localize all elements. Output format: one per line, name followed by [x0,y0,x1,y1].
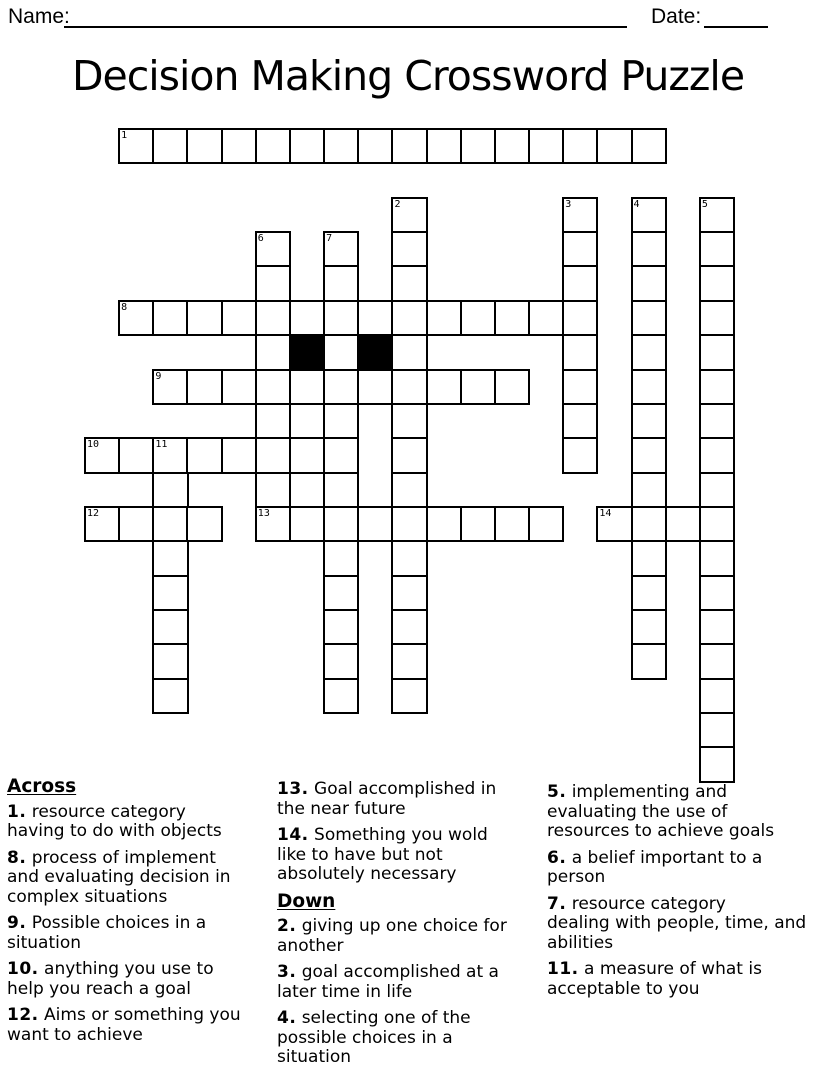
grid-cell[interactable] [152,437,188,473]
grid-cell[interactable] [357,128,393,164]
grid-cell[interactable] [562,300,598,336]
grid-cell[interactable] [323,265,359,301]
clue-column-across [7,777,267,1052]
grid-cell[interactable] [186,128,222,164]
grid-cell[interactable] [391,643,427,679]
grid-cell[interactable] [631,575,667,611]
grid-cell[interactable] [460,506,496,542]
grid-cell[interactable] [323,678,359,714]
clue-number: 6. [547,847,567,868]
grid-cell[interactable] [699,609,735,645]
grid-cell[interactable] [391,403,427,439]
grid-cell[interactable] [118,506,154,542]
grid-cell[interactable] [528,128,564,164]
grid-cell[interactable] [391,437,427,473]
cell-number: 7 [326,233,333,245]
cell-number: 9 [155,370,162,382]
clue-number: 12. [7,1005,39,1025]
clue-number: 13. [277,779,309,799]
grid-cell[interactable] [391,300,427,336]
grid-cell[interactable] [152,472,188,508]
grid-cell[interactable] [494,369,530,405]
grid-cell[interactable] [631,437,667,473]
grid-cell[interactable] [631,197,667,233]
grid-cell[interactable] [699,472,735,508]
clue-number: 4. [277,1008,297,1028]
grid-cell[interactable] [528,300,564,336]
grid-cell[interactable] [391,575,427,611]
grid-cell[interactable] [152,506,188,542]
grid-cell[interactable] [699,369,735,405]
grid-cell[interactable] [596,128,632,164]
grid-cell[interactable] [699,265,735,301]
grid-cell[interactable] [665,506,701,542]
grid-cell[interactable] [323,643,359,679]
clue-number: 2. [277,916,297,936]
clue-number: 11. [547,959,579,979]
grid-cell[interactable] [255,334,291,370]
grid-cell[interactable] [631,540,667,576]
clue-11: 11. a measure of what is acceptable to you [547,959,762,999]
grid-cell[interactable] [357,369,393,405]
grid-cell[interactable] [221,300,257,336]
clue-1: 1. resource category having to do with objects [7,801,222,841]
grid-cell[interactable] [255,437,291,473]
grid-cell[interactable] [631,300,667,336]
grid-cell[interactable] [255,369,291,405]
cell-number: 8 [121,301,128,313]
grid-cell[interactable] [699,712,735,748]
grid-cell[interactable] [357,300,393,336]
grid-cell[interactable] [323,506,359,542]
grid-cell[interactable] [699,540,735,576]
grid-cell[interactable] [323,540,359,576]
grid-cell[interactable] [255,472,291,508]
grid-cell[interactable] [460,300,496,336]
grid-cell[interactable] [391,265,427,301]
grid-cell[interactable] [562,369,598,405]
grid-cell[interactable] [631,231,667,267]
grid-cell[interactable] [631,334,667,370]
black-cell [357,334,393,370]
grid-cell[interactable] [118,437,154,473]
grid-cell[interactable] [289,437,325,473]
grid-cell[interactable] [494,506,530,542]
clue-10: 10. anything you use to help you reach a goal [7,959,214,999]
grid-cell[interactable] [221,128,257,164]
grid-cell[interactable] [391,334,427,370]
grid-cell[interactable] [186,369,222,405]
grid-cell[interactable] [186,506,222,542]
grid-cell[interactable] [494,128,530,164]
grid-cell[interactable] [323,369,359,405]
grid-cell[interactable] [562,437,598,473]
grid-cell[interactable] [391,231,427,267]
grid-cell[interactable] [699,643,735,679]
cell-number: 5 [701,198,708,210]
grid-cell[interactable] [562,128,598,164]
grid-cell[interactable] [289,369,325,405]
grid-cell[interactable] [699,300,735,336]
grid-cell[interactable] [631,369,667,405]
grid-cell[interactable] [426,369,462,405]
grid-cell[interactable] [255,300,291,336]
date-blank-line [704,26,768,28]
grid-cell[interactable] [323,128,359,164]
clue-number: 14. [277,825,309,845]
grid-cell[interactable] [152,678,188,714]
clue-number: 5. [547,782,567,802]
cell-number: 11 [155,439,168,451]
grid-cell[interactable] [460,369,496,405]
grid-cell[interactable] [631,609,667,645]
grid-cell[interactable] [323,300,359,336]
grid-cell[interactable] [255,506,291,542]
grid-cell[interactable] [699,678,735,714]
grid-cell[interactable] [357,506,393,542]
cell-number: 13 [257,507,270,519]
cell-number: 2 [394,198,401,210]
grid-cell[interactable] [528,506,564,542]
clue-6: 6. a belief important to a person [547,847,763,887]
grid-cell[interactable] [118,300,154,336]
clue-9: 9. Possible choices in a situation [7,913,207,953]
grid-cell[interactable] [426,300,462,336]
clue-7: 7. resource category dealing with people, time, and abilities [547,893,807,953]
grid-cell[interactable] [391,609,427,645]
grid-cell[interactable] [84,506,120,542]
grid-cell[interactable] [699,437,735,473]
name-blank-line [64,26,627,28]
grid-cell[interactable] [255,231,291,267]
grid-cell[interactable] [152,540,188,576]
clue-number: 9. [7,913,27,933]
grid-cell[interactable] [391,678,427,714]
grid-cell[interactable] [631,265,667,301]
grid-cell[interactable] [391,472,427,508]
grid-cell[interactable] [289,506,325,542]
grid-cell[interactable] [152,300,188,336]
grid-cell[interactable] [391,506,427,542]
grid-cell[interactable] [323,609,359,645]
grid-cell[interactable] [391,197,427,233]
grid-cell[interactable] [84,437,120,473]
grid-cell[interactable] [596,506,632,542]
grid-cell[interactable] [699,575,735,611]
grid-cell[interactable] [255,265,291,301]
crossword-grid [84,128,734,782]
grid-cell[interactable] [255,403,291,439]
clue-5: 5. implementing and evaluating the use of resources to achieve goals [547,782,775,841]
clue-12: 12. Aims or something you want to achieve [7,1005,241,1045]
grid-cell[interactable] [152,609,188,645]
cell-number: 14 [599,507,612,519]
grid-cell[interactable] [426,506,462,542]
grid-cell[interactable] [631,128,667,164]
grid-cell[interactable] [391,128,427,164]
grid-cell[interactable] [699,746,735,782]
grid-cell[interactable] [562,231,598,267]
grid-cell[interactable] [152,575,188,611]
clues-heading-down: Down [277,890,336,912]
grid-cell[interactable] [152,369,188,405]
grid-cell[interactable] [562,197,598,233]
clue-number: 3. [277,962,297,982]
name-label: Name: [8,5,70,28]
grid-cell[interactable] [699,506,735,542]
cell-number: 3 [565,198,572,210]
grid-cell[interactable] [631,472,667,508]
grid-cell[interactable] [699,231,735,267]
clues-heading-across: Across [7,776,77,797]
grid-cell[interactable] [323,575,359,611]
grid-cell[interactable] [426,128,462,164]
grid-cell[interactable] [323,437,359,473]
clue-number: 7. [547,893,567,914]
grid-cell[interactable] [152,643,188,679]
clue-4: 4. selecting one of the possible choices in a situation [277,1008,471,1067]
grid-cell[interactable] [562,265,598,301]
clue-13: 13. Goal accomplished in the near future [277,779,497,819]
grid-cell[interactable] [494,300,530,336]
black-cell [289,334,325,370]
grid-cell[interactable] [255,128,291,164]
clue-14: 14. Something you wold like to have but not absolutely necessary [277,825,488,884]
grid-cell[interactable] [631,506,667,542]
clue-3: 3. goal accomplished at a later time in life [277,962,499,1002]
grid-cell[interactable] [152,128,188,164]
clue-column-middle [277,780,537,1075]
grid-cell[interactable] [186,437,222,473]
grid-cell[interactable] [289,300,325,336]
date-label: Date: [651,5,702,28]
grid-cell[interactable] [699,334,735,370]
cell-number: 4 [633,198,640,210]
cell-number: 12 [87,507,100,519]
clue-8: 8. process of implement and evaluating decision in complex situations [7,847,231,907]
grid-cell[interactable] [221,369,257,405]
clue-number: 10. [7,959,39,979]
grid-cell[interactable] [699,197,735,233]
grid-cell[interactable] [391,540,427,576]
grid-cell[interactable] [118,128,154,164]
grid-cell[interactable] [562,334,598,370]
grid-cell[interactable] [323,472,359,508]
grid-cell[interactable] [323,231,359,267]
cell-number: 1 [121,130,128,141]
grid-cell[interactable] [699,403,735,439]
grid-cell[interactable] [323,403,359,439]
clue-number: 8. [7,847,27,868]
clue-number: 1. [7,801,27,822]
clue-column-down [547,783,815,1006]
cell-number: 10 [87,439,100,451]
grid-cell[interactable] [391,369,427,405]
grid-cell[interactable] [562,403,598,439]
clue-2: 2. giving up one choice for another [277,916,507,956]
cell-number: 6 [257,233,264,245]
grid-cell[interactable] [631,643,667,679]
grid-cell[interactable] [289,128,325,164]
grid-cell[interactable] [631,403,667,439]
grid-cell[interactable] [323,334,359,370]
grid-cell[interactable] [221,437,257,473]
page-title: Decision Making Crossword Puzzle [71,52,745,100]
grid-cell[interactable] [460,128,496,164]
grid-cell[interactable] [186,300,222,336]
